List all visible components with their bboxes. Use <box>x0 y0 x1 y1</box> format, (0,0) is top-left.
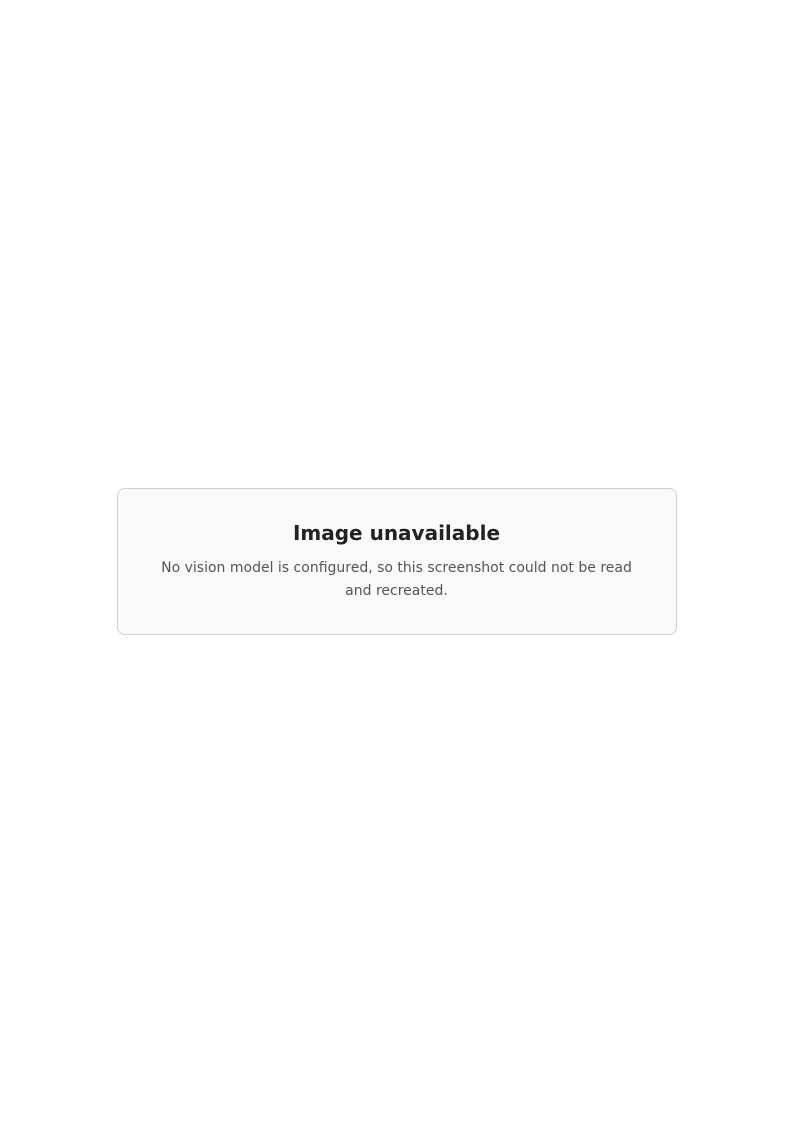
notice-body: No vision model is configured, so this screenshot could not be read and recreated. <box>161 560 632 599</box>
notice-title: Image unavailable <box>292 521 501 546</box>
notice-panel <box>117 488 677 635</box>
